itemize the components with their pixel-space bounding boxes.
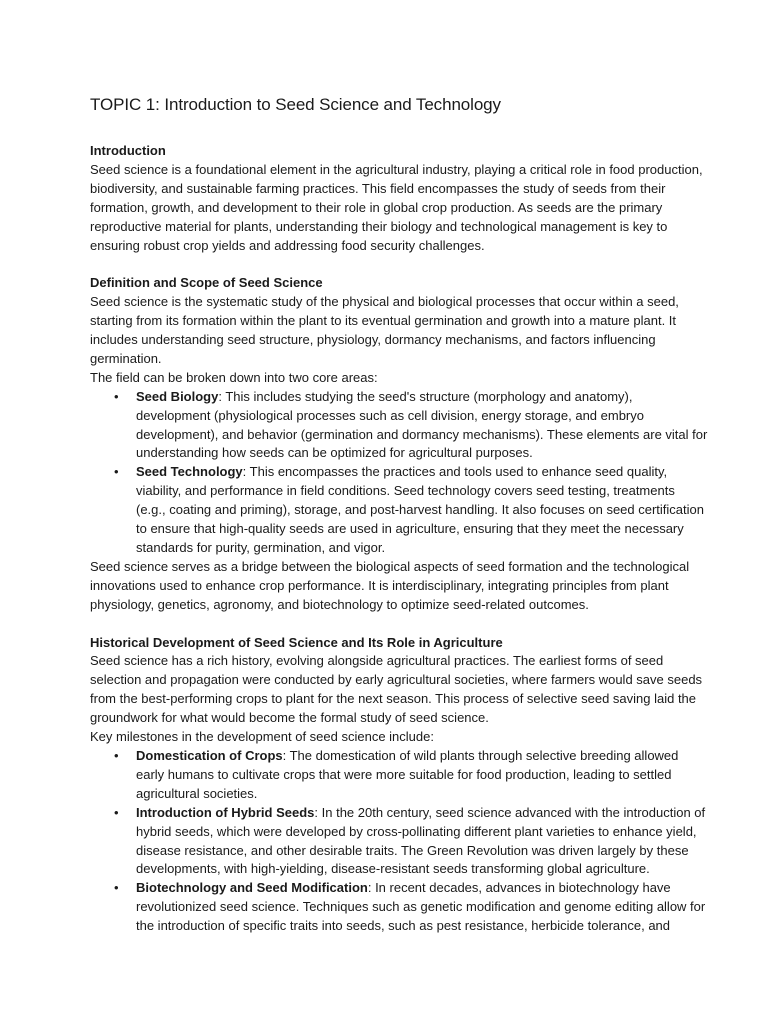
list-item-term: Domestication of Crops — [136, 747, 283, 763]
list-item — [136, 388, 708, 464]
paragraph-history: Seed science has a rich history, evolving alongside agricultural practices. The earliest forms of seed selection and propagation were conducted by early agricultural societies, where farmers would save seeds from the best-performing crops to plant for the next season. This process of selective seed saving laid the groundwork for what would become the formal study of seed science. — [90, 653, 703, 726]
section-heading-definition: Definition and Scope of Seed Science — [90, 275, 323, 291]
list-item-term: Seed Biology — [136, 388, 219, 404]
list-item — [136, 804, 708, 880]
paragraph-definition-closing: Seed science serves as a bridge between the biological aspects of seed formation and the technological innovations used to enhance crop performance. It is interdisciplinary, integrating principles from plant physiology, genetics, agronomy, and biotechnology to optimize seed-related outcomes. — [90, 558, 690, 612]
list-item-term: Seed Technology — [136, 464, 243, 480]
list-item-text: : This includes studying the seed's structure (morphology and anatomy), development (physiological processes such as cell division, energy storage, and embryo development), and behavior (germination and dormancy mechanisms). These elements are vital for understanding how seeds can be optimized for agricultural purposes. — [136, 388, 708, 461]
bullet-list-core-areas — [90, 388, 708, 558]
paragraph-definition-lead: The field can be broken down into two core areas: — [90, 369, 378, 385]
paragraph-introduction: Seed science is a foundational element in the agricultural industry, playing a critical role in food production, biodiversity, and sustainable farming practices. This field encompasses the study of seeds from their formation, growth, and development to their role in global crop production. As seeds are the primary reproductive material for plants, understanding their biology and technological management is key to ensuring robust crop yields and addressing food security challenges. — [90, 161, 703, 253]
list-item-term: Introduction of Hybrid Seeds — [136, 804, 315, 820]
list-item-text: : In recent decades, advances in biotechnology have revolutionized seed science. Techniques such as genetic modification and genome editing allow for the introduction of specific traits into seeds, such as pest resistance, herbicide tolerance, and — [136, 880, 706, 934]
list-item-term: Biotechnology and Seed Modification — [136, 880, 368, 896]
spacer — [90, 615, 708, 634]
list-item-text: : This encompasses the practices and tools used to enhance seed quality, viability, and performance in field conditions. Seed technology covers seed testing, treatments (e.g., coating and priming), storage, and post-harvest handling. It also focuses on seed certification to ensure that high-quality seeds are used in agriculture, ensuring that they meet the necessary standards for purity, germination, and vigor. — [136, 464, 704, 556]
bullet-list-milestones — [90, 747, 708, 936]
list-item-text: : The domestication of wild plants through selective breeding allowed early humans to cultivate crops that were more suitable for food production, leading to settled agricultural societies. — [136, 747, 679, 801]
list-item — [136, 463, 708, 558]
list-item-text: : In the 20th century, seed science advanced with the introduction of hybrid seeds, which were developed by cross-pollinating different plant varieties to enhance yield, disease resistance, and other desirable traits. The Green Revolution was driven largely by these developments, with high-yielding, disease-resistant seeds transforming global agriculture. — [136, 804, 706, 877]
list-item — [136, 747, 708, 804]
paragraph-history-lead: Key milestones in the development of seed science include: — [90, 729, 434, 745]
spacer — [90, 255, 708, 274]
section-heading-history: Historical Development of Seed Science and Its Role in Agriculture — [90, 634, 503, 650]
section-heading-introduction: Introduction — [90, 143, 166, 158]
list-item — [136, 879, 708, 936]
paragraph-definition: Seed science is the systematic study of the physical and biological processes that occur within a seed, starting from its formation within the plant to its eventual germination and growth into a mature plant. It includes understanding seed structure, physiology, dormancy mechanisms, and factors influencing germination. — [90, 294, 679, 366]
document-title: TOPIC 1: Introduction to Seed Science and Technology — [90, 95, 501, 114]
